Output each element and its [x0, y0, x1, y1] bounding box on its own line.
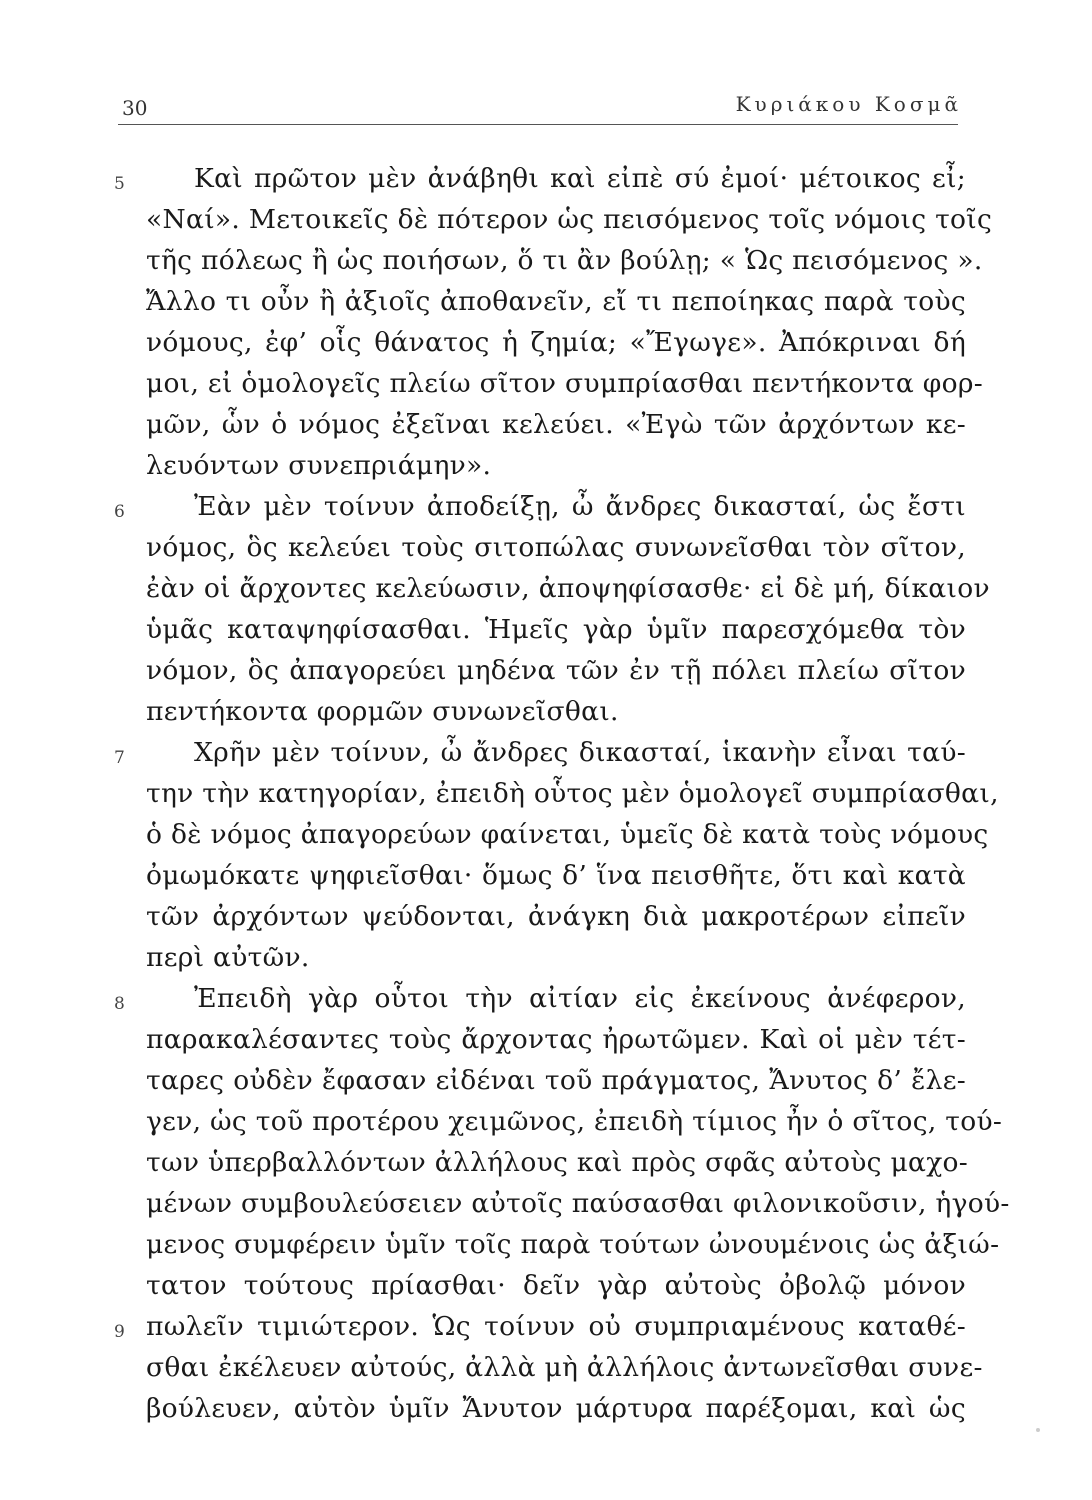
text-line: ὁ δὲ νόμος ἀπαγορεύων φαίνεται, ὑμεῖς δὲ κατὰ τοὺς νόμους: [146, 819, 989, 850]
text-line: 6 Ἐὰν μὲν τοίνυν ἀποδείξῃ, ὦ ἄνδρες δικασταί, ὡς ἔστι: [146, 486, 966, 527]
text-line: 8 Ἐπειδὴ γὰρ οὗτοι τὴν αἰτίαν εἰς ἐκείνους ἀνέφερον,: [146, 978, 966, 1019]
body-text: [114, 158, 1010, 1429]
text-line: ὑμᾶς καταψηφίσασθαι. Ἡμεῖς γὰρ ὑμῖν παρεσχόμεθα τὸν: [146, 614, 966, 645]
text-line: 5 Καὶ πρῶτον μὲν ἀνάβηθι καὶ εἰπὲ σύ ἐμοί· μέτοικος εἶ;: [146, 158, 966, 199]
page-number: 30: [122, 96, 148, 120]
text-line: λευόντων συνεπριάμην».: [146, 450, 492, 481]
text-line: μένων συμβουλεύσειεν αὐτοῖς παύσασθαι φιλονικοῦσιν, ἡγού-: [146, 1188, 1010, 1219]
text-line: νόμους, ἐφ’ οἷς θάνατος ἡ ζημία; «Ἔγωγε». Ἀπόκριναι δή: [146, 327, 966, 358]
section-number: 7: [114, 748, 126, 768]
section-number: 5: [114, 174, 126, 194]
text-line: νόμος, ὃς κελεύει τοὺς σιτοπώλας συνωνεῖσθαι τὸν σῖτον,: [146, 532, 966, 563]
text-line: μῶν, ὧν ὁ νόμος ἐξεῖναι κελεύει. «Ἐγὼ τῶν ἀρχόντων κε-: [146, 409, 966, 440]
text-line: παρακαλέσαντες τοὺς ἄρχοντας ἠρωτῶμεν. Καὶ οἱ μὲν τέτ-: [146, 1024, 966, 1055]
text-line: τῆς πόλεως ἢ ὡς ποιήσων, ὅ τι ἂν βούλῃ; « Ὡς πεισόμενος ».: [146, 245, 983, 276]
text-line: νόμον, ὃς ἀπαγορεύει μηδένα τῶν ἐν τῇ πόλει πλείω σῖτον: [146, 655, 966, 686]
text-line: πεντήκοντα φορμῶν συνωνεῖσθαι.: [146, 696, 619, 727]
text-line: 7 Χρῆν μὲν τοίνυν, ὦ ἄνδρες δικασταί, ἱκανὴν εἶναι ταύ-: [146, 732, 966, 773]
header-rule: [118, 124, 958, 125]
scan-speck: [1036, 1428, 1040, 1432]
text-line: μενος συμφέρειν ὑμῖν τοῖς παρὰ τούτων ὠνουμένοις ὡς ἀξιώ-: [146, 1229, 1000, 1260]
text-line: Ἄλλο τι οὖν ἢ ἀξιοῖς ἀποθανεῖν, εἴ τι πεποίηκας παρὰ τοὺς: [146, 286, 966, 317]
section-number: 9: [114, 1322, 126, 1342]
running-title: Κυριάκου Κοσμᾶ: [735, 92, 962, 116]
text-line: 9 πωλεῖν τιμιώτερον. Ὡς τοίνυν οὐ συμπριαμένους καταθέ-: [146, 1306, 966, 1347]
text-line: την τὴν κατηγορίαν, ἐπειδὴ οὗτος μὲν ὁμολογεῖ συμπρίασθαι,: [146, 778, 999, 809]
text-line: ὀμωμόκατε ψηφιεῖσθαι· ὅμως δ’ ἵνα πεισθῆτε, ὅτι καὶ κατὰ: [146, 860, 966, 891]
text-line: των ὑπερβαλλόντων ἀλλήλους καὶ πρὸς σφᾶς αὐτοὺς μαχο-: [146, 1147, 969, 1178]
text-line: μοι, εἰ ὁμολογεῖς πλείω σῖτον συμπρίασθαι πεντήκοντα φορ-: [146, 368, 984, 399]
text-line: τῶν ἀρχόντων ψεύδονται, ἀνάγκη διὰ μακροτέρων εἰπεῖν: [146, 901, 966, 932]
text-line: σθαι ἐκέλευεν αὐτούς, ἀλλὰ μὴ ἀλλήλοις ἀντωνεῖσθαι συνε-: [146, 1352, 983, 1383]
text-line: βούλευεν, αὐτὸν ὑμῖν Ἄνυτον μάρτυρα παρέξομαι, καὶ ὡς: [146, 1393, 966, 1424]
section-number: 6: [114, 502, 126, 522]
text-line: ἐὰν οἱ ἄρχοντες κελεύωσιν, ἀποψηφίσασθε· εἰ δὲ μή, δίκαιον: [146, 573, 990, 604]
text-line: «Ναί». Μετοικεῖς δὲ πότερον ὡς πεισόμενος τοῖς νόμοις τοῖς: [146, 204, 993, 235]
section-number: 8: [114, 994, 126, 1014]
text-line: τατον τούτους πρίασθαι· δεῖν γὰρ αὐτοὺς ὀβολῷ μόνον: [146, 1270, 966, 1301]
text-line: ταρες οὐδὲν ἔφασαν εἰδέναι τοῦ πράγματος, Ἄνυτος δ’ ἔλε-: [146, 1065, 966, 1096]
text-line: γεν, ὡς τοῦ προτέρου χειμῶνος, ἐπειδὴ τίμιος ἦν ὁ σῖτος, τού-: [146, 1106, 1003, 1137]
text-line: περὶ αὐτῶν.: [146, 942, 310, 973]
